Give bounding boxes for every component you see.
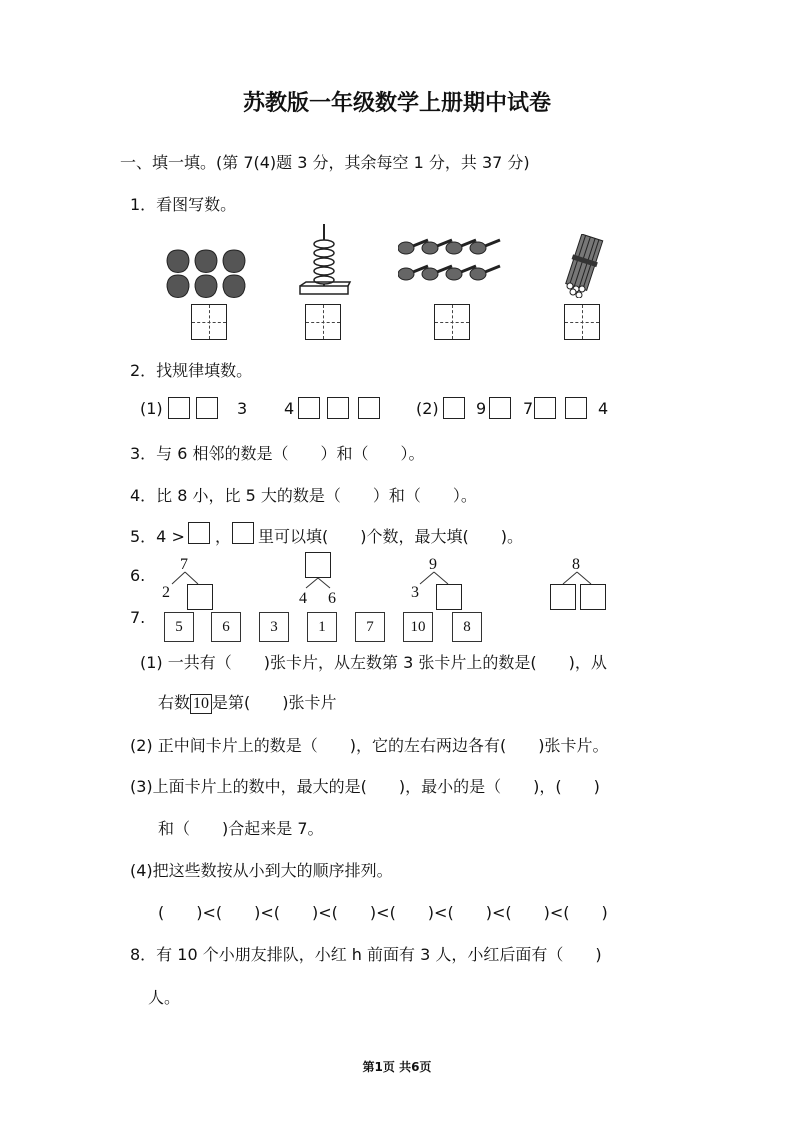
q7-part2: (2) 正中间卡片上的数是（ )，它的左右两边各有( )张卡片。 bbox=[130, 736, 609, 755]
q2-number-7: 7 bbox=[523, 399, 534, 418]
q3-text: 3．与 6 相邻的数是（ ）和（ ）。 bbox=[130, 444, 425, 463]
q7-part1-pre: 右数 bbox=[158, 693, 191, 712]
q2-number-9: 9 bbox=[476, 399, 487, 418]
q6-d2-right: 6 bbox=[328, 590, 336, 607]
q6-d2-blank[interactable] bbox=[305, 552, 331, 578]
q6-d1-left: 2 bbox=[162, 584, 170, 601]
q6-d2-left: 4 bbox=[299, 590, 307, 607]
card: 7 bbox=[355, 612, 385, 642]
q7-part3-line1: (3)上面卡片上的数中，最大的是( )，最小的是（ )，( ) bbox=[130, 777, 600, 796]
q5-text-c: 里可以填( )个数，最大填( )。 bbox=[258, 527, 523, 546]
q4-text: 4．比 8 小，比 5 大的数是（ ）和（ ）。 bbox=[130, 486, 477, 505]
card: 5 bbox=[164, 612, 194, 642]
q6-d3-left: 3 bbox=[411, 584, 419, 601]
q6-d4-blank-right[interactable] bbox=[580, 584, 606, 610]
q6-label: 6. bbox=[130, 566, 146, 585]
q2-label: 2．找规律填数。 bbox=[130, 361, 253, 380]
q2-number-3: 3 bbox=[237, 399, 248, 418]
card: 10 bbox=[403, 612, 433, 642]
q6-d1-blank[interactable] bbox=[187, 584, 213, 610]
card: 6 bbox=[211, 612, 241, 642]
q2-part1-label: (1) bbox=[140, 399, 163, 418]
q2-part2-label: (2) bbox=[416, 399, 439, 418]
q6-d4-blank-left[interactable] bbox=[550, 584, 576, 610]
q7-part1-line1: (1) 一共有（ )张卡片，从左数第 3 张卡片上的数是( )，从 bbox=[140, 653, 607, 672]
q7-part4: (4)把这些数按从小到大的顺序排列。 bbox=[130, 861, 393, 880]
q2-number-4: 4 bbox=[284, 399, 295, 418]
page-title: 苏教版一年级数学上册期中试卷 bbox=[242, 91, 551, 116]
q1-label: 1．看图写数。 bbox=[130, 195, 237, 214]
q7-boxed-number: 10 bbox=[190, 694, 212, 714]
q8-line2: 人。 bbox=[148, 988, 181, 1007]
q6-d4-top: 8 bbox=[572, 556, 580, 573]
card: 8 bbox=[452, 612, 482, 642]
q7-label: 7. bbox=[130, 608, 146, 627]
card: 1 bbox=[307, 612, 337, 642]
q5-text-b: ， bbox=[215, 527, 232, 546]
q2-number-4b: 4 bbox=[598, 399, 609, 418]
q6-d3-blank[interactable] bbox=[436, 584, 462, 610]
q8-line1: 8．有 10 个小朋友排队，小红 h 前面有 3 人，小红后面有（ ) bbox=[130, 945, 602, 964]
page-footer: 第1页 共6页 bbox=[362, 1060, 432, 1074]
q6-d1-top: 7 bbox=[180, 556, 188, 573]
q7-part3-line2: 和（ )合起来是 7。 bbox=[158, 819, 324, 838]
q6-d3-top: 9 bbox=[429, 556, 437, 573]
q7-part1-post: 是第( )张卡片 bbox=[212, 693, 337, 712]
q7-order-sequence: ( )<( )<( )<( )<( )<( )<( )<( ) bbox=[158, 903, 608, 922]
q5-text-a: 5．4 > bbox=[130, 527, 185, 546]
card: 3 bbox=[259, 612, 289, 642]
section-heading: 一、填一填。(第 7(4)题 3 分，其余每空 1 分，共 37 分) bbox=[120, 153, 530, 172]
q7-part1-line2 bbox=[158, 690, 337, 714]
